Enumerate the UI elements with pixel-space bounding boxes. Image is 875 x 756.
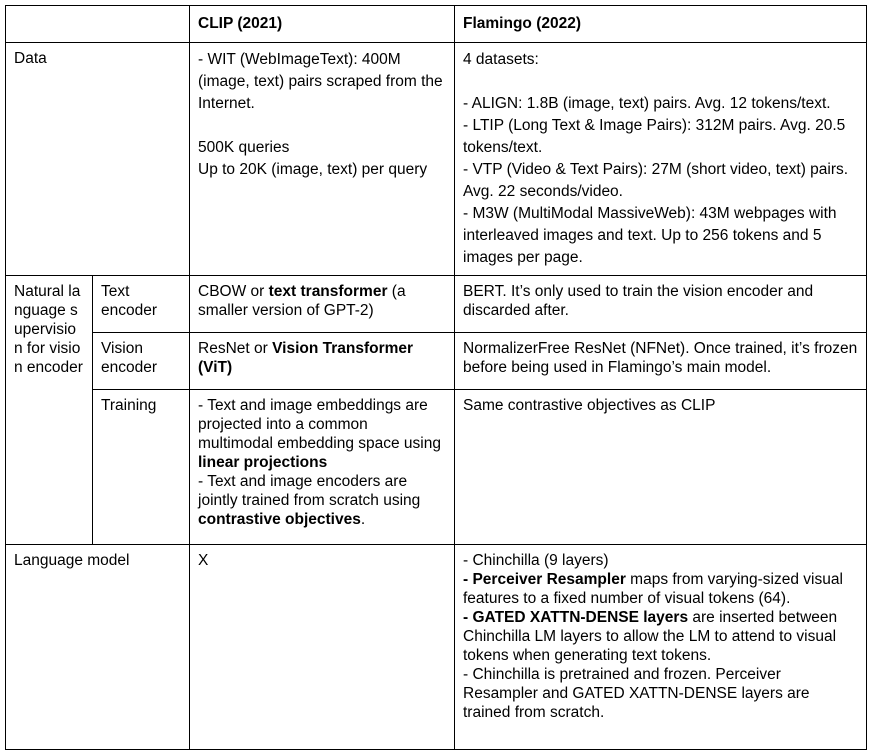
data-row <box>6 43 867 276</box>
data-flamingo-align: - ALIGN: 1.8B (image, text) pairs. Avg. 12 tokens/text. <box>463 95 831 112</box>
lm-flamingo-perceiver-bold: - Perceiver Resampler <box>463 571 626 588</box>
lm-flamingo-perceiver-rest: maps from varying-sized visual features to a fixed number of visual tokens (64). <box>463 571 843 607</box>
vision-encoder-clip-cell <box>190 333 455 390</box>
vision-encoder-label: Vision encoder <box>93 333 190 390</box>
training-clip-b-bold: contrastive objectives <box>198 511 361 528</box>
training-clip-a-bold: linear projections <box>198 454 328 471</box>
data-clip-line3: Up to 20K (image, text) per query <box>198 161 428 178</box>
data-flamingo-intro: 4 datasets: <box>463 51 539 68</box>
language-model-row <box>6 545 867 750</box>
lm-flamingo-xattn-bold: - GATED XATTN-DENSE layers <box>463 609 689 626</box>
text-encoder-clip-pre: CBOW or <box>198 283 269 300</box>
training-clip-a-pre: - Text and image embeddings are projected into a common multimodal embedding space using <box>198 397 441 452</box>
vision-encoder-clip-bold: Vision Transformer (ViT) <box>198 340 414 376</box>
training-flamingo-cell: Same contrastive objectives as CLIP <box>455 390 867 545</box>
supervision-group-label: Natural language supervision for vision encoder <box>6 276 93 545</box>
header-row <box>6 6 867 43</box>
language-model-clip-cell: X <box>190 545 455 750</box>
vision-encoder-clip-pre: ResNet or <box>198 340 273 357</box>
data-label: Data <box>6 43 190 276</box>
training-clip-cell <box>190 390 455 545</box>
text-encoder-row <box>6 276 867 333</box>
training-clip-b-post: . <box>360 511 366 528</box>
training-clip-b-pre: - Text and image encoders are jointly trained from scratch using <box>198 473 421 509</box>
lm-flamingo-xattn-rest: are inserted between Chinchilla LM layers to allow the LM to attend to visual tokens when generating text tokens. <box>463 609 838 664</box>
data-clip-line2: 500K queries <box>198 139 290 156</box>
header-flamingo: Flamingo (2022) <box>455 6 867 43</box>
language-model-label: Language model <box>6 545 190 750</box>
text-encoder-clip-cell <box>190 276 455 333</box>
data-flamingo-m3w: - M3W (MultiModal MassiveWeb): 43M webpages with interleaved images and text. Up to 256 tokens and 5 images per page. <box>463 205 837 266</box>
text-encoder-clip-bold: text transformer <box>268 283 388 300</box>
comparison-table <box>5 5 867 750</box>
training-label: Training <box>93 390 190 545</box>
header-clip: CLIP (2021) <box>190 6 455 43</box>
text-encoder-flamingo-cell: BERT. It’s only used to train the vision encoder and discarded after. <box>455 276 867 333</box>
lm-flamingo-frozen: - Chinchilla is pretrained and frozen. Perceiver Resampler and GATED XATTN-DENSE layers are trained from scratch. <box>463 666 810 721</box>
data-flamingo-vtp: - VTP (Video & Text Pairs): 27M (short video, text) pairs. Avg. 22 seconds/video. <box>463 161 849 200</box>
data-flamingo-ltip: - LTIP (Long Text & Image Pairs): 312M pairs. Avg. 20.5 tokens/text. <box>463 117 846 156</box>
lm-flamingo-chinchilla: - Chinchilla (9 layers) <box>463 552 609 569</box>
text-encoder-label: Text encoder <box>93 276 190 333</box>
header-empty-cell <box>6 6 190 43</box>
data-clip-line1: - WIT (WebImageText): 400M (image, text) pairs scraped from the Internet. <box>198 51 443 112</box>
language-model-flamingo-cell <box>455 545 867 750</box>
training-row <box>6 390 867 545</box>
vision-encoder-row <box>6 333 867 390</box>
data-flamingo-cell <box>455 43 867 276</box>
text-encoder-clip-post: (a smaller version of GPT-2) <box>198 283 406 319</box>
data-clip-cell <box>190 43 455 276</box>
vision-encoder-flamingo-cell: NormalizerFree ResNet (NFNet). Once trained, it’s frozen before being used in Flamingo’s main model. <box>455 333 867 390</box>
